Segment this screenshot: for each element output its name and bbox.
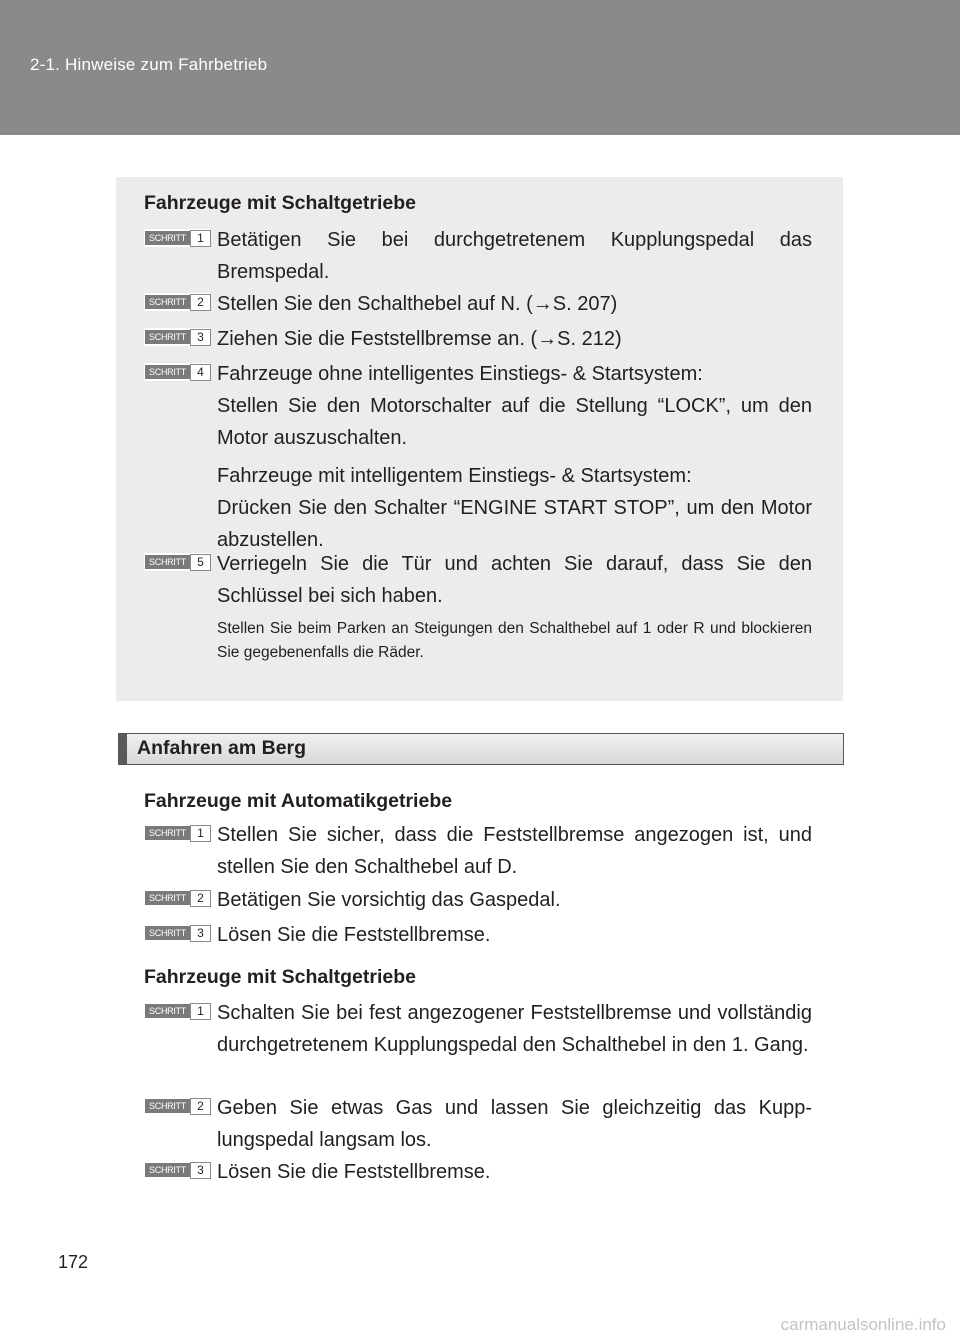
step-badge: SCHRITT 1 — [144, 824, 210, 842]
step-badge: SCHRITT 2 — [144, 1097, 210, 1115]
section-title-bar — [118, 733, 844, 765]
page-number: 172 — [58, 1252, 89, 1272]
box-step-4: SCHRITT 4 Fahrzeuge ohne intelligentes Einstiegs- & Startsystem: Stellen Sie den Motorschalter auf die Stellung “LOCK”, um den Motor auszuschalten. Fahrzeuge mit intelligentem Einstiegs- & Startsystem: Drücken Sie den Schalter “ENGINE START STOP”, um den Motor abzustellen. — [144, 358, 812, 556]
manual-heading: Fahrzeuge mit Schaltgetriebe — [144, 966, 416, 988]
manual-step-1: SCHRITT 1 Schalten Sie bei fest angezogener Feststellbremse und vollständig durchgetretenem Kupplungspedal den Schalthebel in den 1. Gang. — [144, 997, 812, 1061]
auto-step-1: SCHRITT 1 Stellen Sie sicher, dass die Feststellbremse angezogen ist, und stellen Sie den Schalthebel auf D. — [144, 819, 812, 883]
step-badge: SCHRITT 3 — [144, 924, 210, 942]
title-accent-strip — [119, 734, 127, 764]
step-badge: SCHRITT 2 — [144, 293, 210, 311]
page-header — [0, 0, 960, 135]
step-badge: SCHRITT 5 — [144, 553, 210, 571]
auto-heading: Fahrzeuge mit Automatikgetriebe — [144, 790, 453, 812]
step-badge: SCHRITT 4 — [144, 363, 210, 381]
step-badge: SCHRITT 1 — [144, 229, 210, 247]
watermark: carmanualsonline.info — [780, 1315, 946, 1334]
step-badge: SCHRITT 3 — [144, 1161, 210, 1179]
parking-note: Stellen Sie beim Parken an Steigungen den Schalthebel auf 1 oder R und blockieren Sie gegebenenfalls die Räder. — [217, 620, 812, 661]
manual-step-3: SCHRITT 3 Lösen Sie die Feststellbremse. — [144, 1156, 812, 1188]
box-step-3: SCHRITT 3 Ziehen Sie die Feststellbremse an. (→S. 212) — [144, 323, 812, 355]
manual-step-2: SCHRITT 2 Geben Sie etwas Gas und lassen Sie gleichzeitig das Kupplungspedal langsam los. — [144, 1092, 812, 1156]
section-breadcrumb: 2-1. Hinweise zum Fahrbetrieb — [30, 55, 268, 74]
auto-step-3: SCHRITT 3 Lösen Sie die Feststellbremse. — [144, 919, 812, 951]
section-title: Anfahren am Berg — [137, 737, 307, 759]
step-badge: SCHRITT 1 — [144, 1002, 210, 1020]
box-heading: Fahrzeuge mit Schaltgetriebe — [144, 192, 416, 214]
step-badge: SCHRITT 2 — [144, 889, 210, 907]
box-step-1: SCHRITT 1 Betätigen Sie bei durchgetretenem Kupplungspedal das Bremspedal. — [144, 224, 812, 288]
step-badge: SCHRITT 3 — [144, 328, 210, 346]
box-step-2: SCHRITT 2 Stellen Sie den Schalthebel auf N. (→S. 207) — [144, 288, 812, 320]
box-step-5: SCHRITT 5 Verriegeln Sie die Tür und achten Sie darauf, dass Sie den Schlüssel bei sich haben. — [144, 548, 812, 612]
auto-step-2: SCHRITT 2 Betätigen Sie vorsichtig das Gaspedal. — [144, 884, 812, 916]
